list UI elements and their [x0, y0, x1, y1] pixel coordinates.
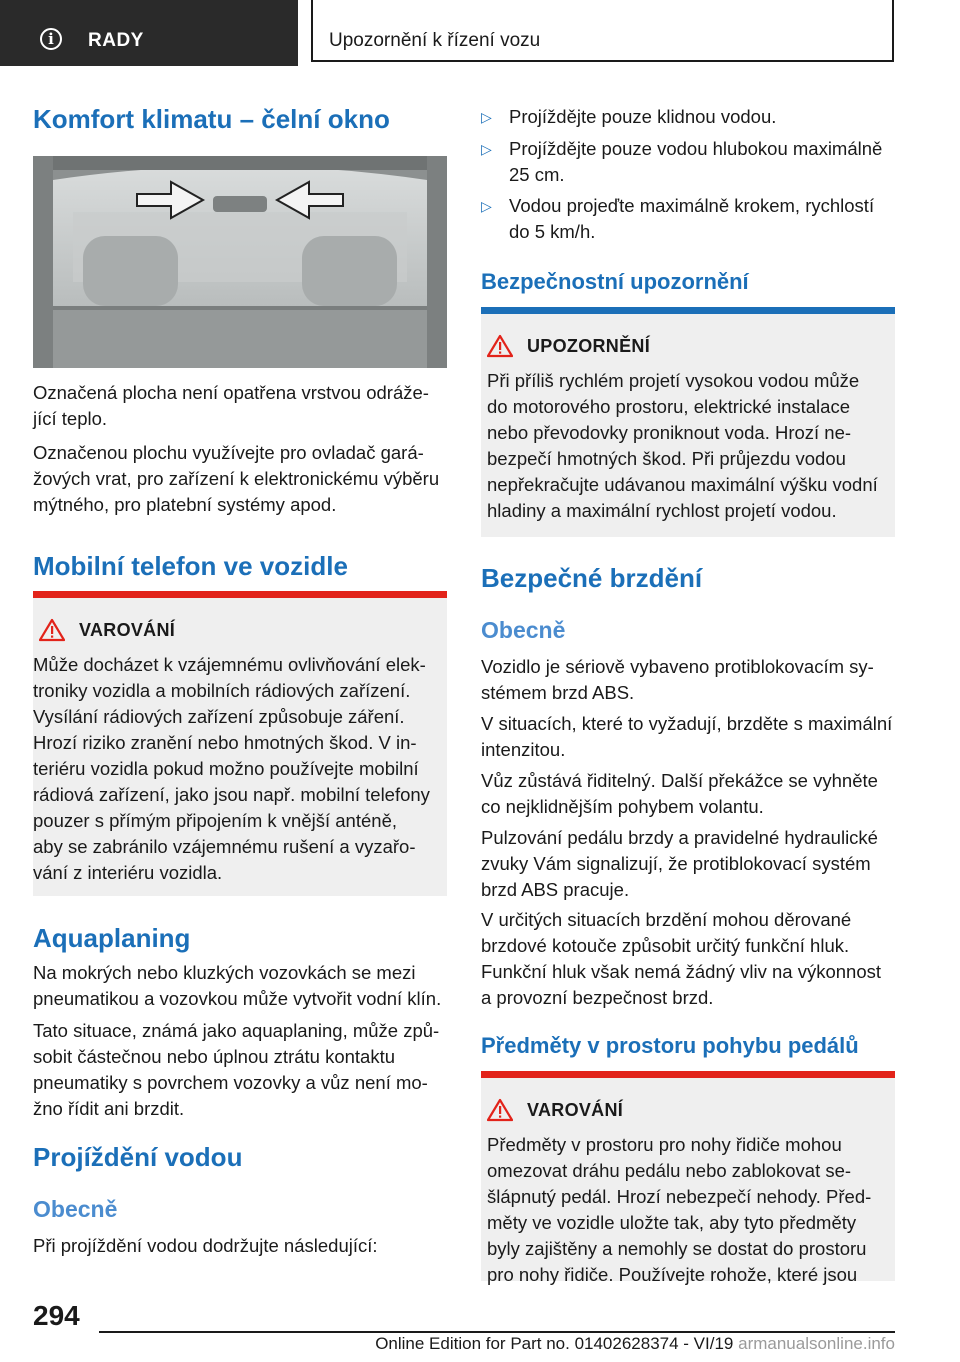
aqua-paragraph-1: Na mokrých nebo kluzkých vozovkách se mezi pneumatikou a vozovkou může vytvořit vodní klín. [33, 962, 442, 1009]
komfort-paragraph-2: Označenou plochu využívejte pro ovladač gará- žových vrat, pro zařízení k elektronickému výběru mýtného, pro platební systémy apod. [33, 442, 440, 515]
heading-bezpecnostni-upozorneni: Bezpečnostní upozornění [481, 269, 749, 294]
notice-body: Při příliš rychlém projetí vysokou vodou může do motorového prostoru, elektrické instalace nebo převodovky proniknout voda. Hrozí ne- bezpečí hmotných škod. Při průjezdu vodou nepřekračujte udávanou maximální výšku vodní hladiny a maximální rychlost projetí vodou. [487, 370, 878, 521]
triangle-bullet-icon: ▷ [481, 198, 492, 214]
heading-projizdeni-vodou: Projíždění vodou [33, 1142, 243, 1172]
bullet-item: ▷ Projíždějte pouze vodou hlubokou maximálně 25 cm. [481, 138, 883, 185]
subheading-obecne: Obecně [33, 1196, 118, 1222]
heading-aquaplaning: Aquaplaning [33, 923, 191, 953]
brzdeni-paragraph-1: Vozidlo je sériově vybaveno protiblokovacím sy- stémem brzd ABS. [481, 656, 874, 703]
warning-title: VAROVÁNÍ [527, 1100, 624, 1120]
heading-komfort: Komfort klimatu – čelní okno [33, 104, 390, 134]
notice-box-voda [481, 307, 895, 537]
chapter-tab[interactable] [311, 0, 894, 62]
bullet-item: ▷ Projíždějte pouze klidnou vodou. [481, 104, 895, 134]
info-icon: i [40, 28, 62, 50]
section-label: RADY [88, 30, 144, 51]
triangle-bullet-icon: ▷ [481, 141, 492, 157]
voda-paragraph-1: Při projíždění vodou dodržujte následující: [33, 1235, 378, 1256]
warning-body: Může docházet k vzájemnému ovlivňování elek- troniky vozidla a mobilních rádiových zařízení. Vysílání rádiových zařízení způsobuje záření. Hrozí riziko zranění nebo hmotných škod. V in- teriéru vozidla pokud možno používejte mobilní rádiová zařízení, jako jsou např. mobilní telefony pouzer s přímým připojením k vnější anténě, aby se zabránilo vzájemnému rušení a vyzařo- vání z interiéru vozidla. [33, 654, 430, 883]
footer-rule [99, 1331, 895, 1333]
windshield-photo [33, 156, 447, 368]
warning-title: VAROVÁNÍ [79, 620, 176, 640]
warning-triangle-icon [487, 1098, 513, 1122]
footer-edition [306, 1334, 895, 1354]
brzdeni-paragraph-5: V určitých situacích brzdění mohou děrované brzdové kotouče způsobit určitý funkční hluk. Funkční hluk však nemá žádný vliv na výkonnost a provozní bezpečnost brzd. [481, 909, 881, 1008]
warning-box-mobil [33, 591, 447, 896]
edition-text: Online Edition for Part no. 01402628374 - VI/19 [375, 1334, 734, 1353]
page-header [0, 0, 960, 66]
warning-triangle-icon [487, 334, 513, 358]
brzdeni-paragraph-4: Pulzování pedálu brzdy a pravidelné hydraulické zvuky Vám signalizují, že protiblokovací systém brzd ABS pracuje. [481, 827, 878, 900]
triangle-bullet-icon: ▷ [481, 109, 492, 125]
komfort-paragraph-1: Označená plocha není opatřena vrstvou odráže- jící teplo. [33, 382, 429, 429]
chapter-title: Upozornění k řízení vozu [329, 30, 541, 51]
aqua-paragraph-2: Tato situace, známá jako aquaplaning, může způ- sobit částečnou nebo úplnou ztrátu kontaktu pneumatiky s povrchem vozovky a vůz není mo- žno řídit ani brzdit. [33, 1020, 440, 1119]
heading-bezpecne-brzdeni: Bezpečné brzdění [481, 563, 703, 593]
brzdeni-paragraph-2: V situacích, které to vyžadují, brzděte s maximální intenzitou. [481, 713, 893, 760]
bullet-item: ▷ Vodou projeďte maximálně krokem, rychlostí do 5 km/h. [481, 195, 875, 242]
warning-body: Předměty v prostoru pro nohy řidiče mohou omezovat dráhu pedálu nebo zablokovat se- šlápnutý pedál. Hrozí nebezpečí nehody. Před- měty ve vozidle uložte tak, aby tyto předměty byly zajištěny a nemohly se dostat do prostoru pro nohy řidiče. Používejte rohože, které jsou [487, 1134, 872, 1285]
warning-box-predmety [481, 1071, 895, 1285]
notice-title: UPOZORNĚNÍ [527, 336, 651, 356]
section-tab[interactable] [0, 0, 298, 66]
page-number: 294 [33, 1300, 80, 1331]
subheading-obecne: Obecně [481, 617, 566, 643]
brzdeni-paragraph-3: Vůz zůstává řiditelný. Další překážce se vyhněte co nejklidnějším pohybem volantu. [481, 770, 878, 817]
watermark-site: armanualsonline.info [738, 1334, 895, 1353]
heading-mobil: Mobilní telefon ve vozidle [33, 551, 348, 581]
heading-predmety: Předměty v prostoru pohybu pedálů [481, 1033, 859, 1058]
warning-triangle-icon [39, 618, 65, 642]
